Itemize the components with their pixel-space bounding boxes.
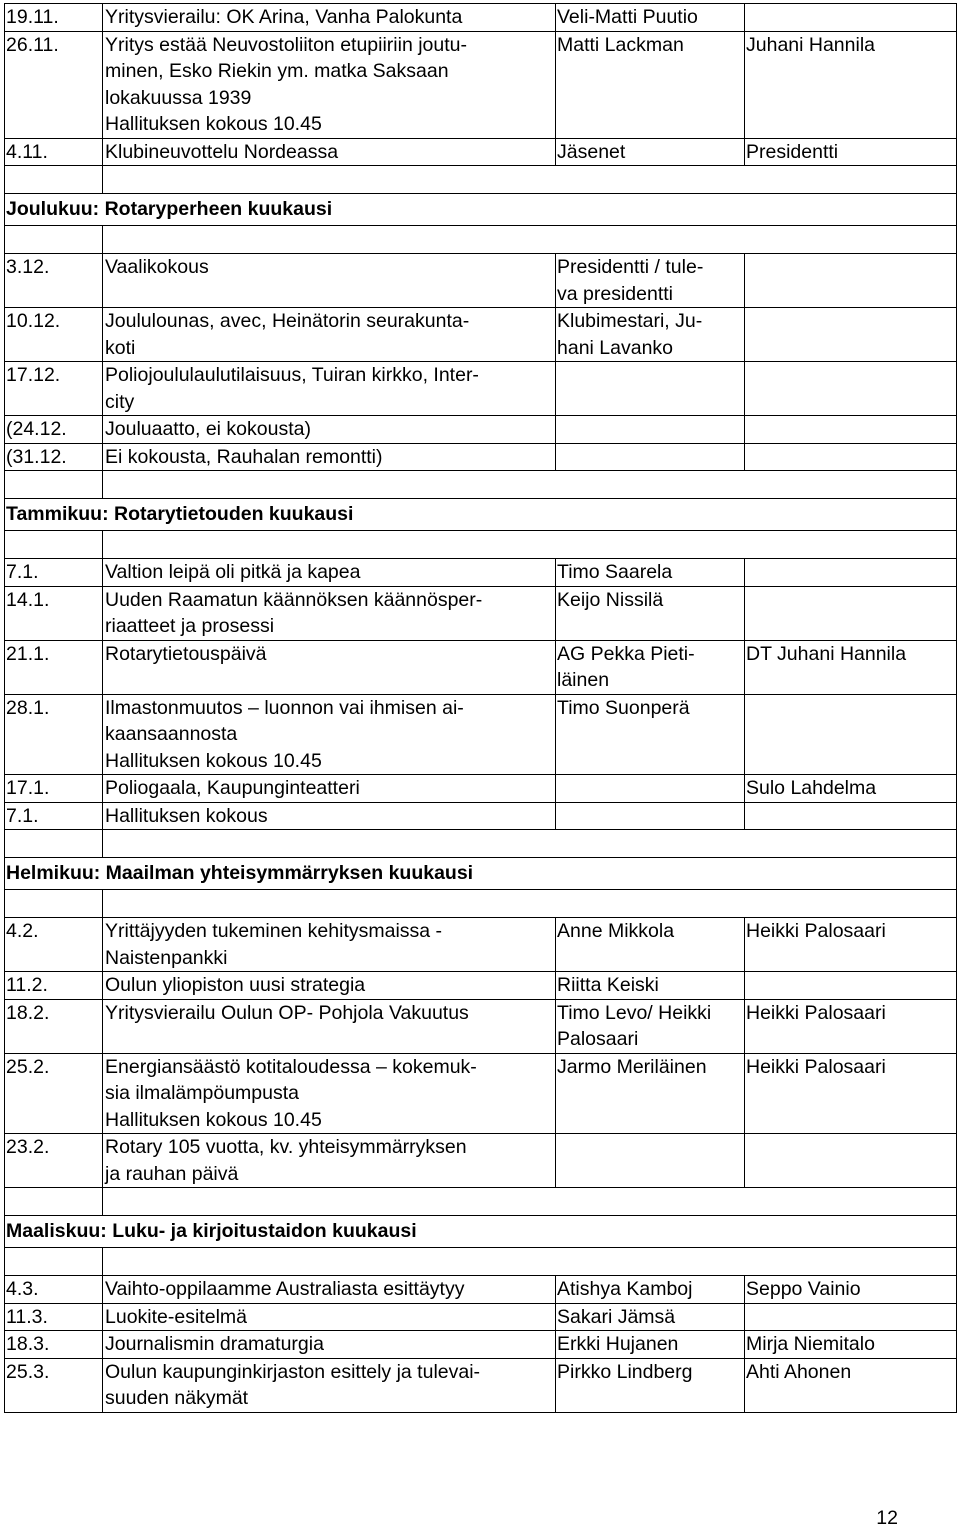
month-heading-row bbox=[5, 194, 957, 226]
spacer-row bbox=[5, 226, 957, 254]
date-cell: 28.1. bbox=[5, 694, 103, 775]
schedule-table bbox=[4, 3, 957, 1413]
table-row bbox=[5, 999, 957, 1053]
speaker-cell: Timo Levo/ Heikki Palosaari bbox=[556, 999, 745, 1053]
topic-cell: Poliojoululaulutilaisuus, Tuiran kirkko, Inter- city bbox=[103, 362, 556, 416]
date-cell: 10.12. bbox=[5, 308, 103, 362]
empty-cell bbox=[103, 830, 957, 858]
host-cell bbox=[745, 972, 957, 1000]
empty-cell bbox=[103, 531, 957, 559]
date-cell: 4.3. bbox=[5, 1276, 103, 1304]
host-cell bbox=[745, 559, 957, 587]
month-heading-text: Helmikuu: Maailman yhteisymmärryksen kuukausi bbox=[6, 862, 474, 884]
speaker-cell: Klubimestari, Ju- hani Lavanko bbox=[556, 308, 745, 362]
host-cell bbox=[745, 694, 957, 775]
table-row bbox=[5, 586, 957, 640]
date-cell: 26.11. bbox=[5, 31, 103, 138]
speaker-cell: AG Pekka Pieti- läinen bbox=[556, 640, 745, 694]
topic-cell: Rotary 105 vuotta, kv. yhteisymmärryksen ja rauhan päivä bbox=[103, 1134, 556, 1188]
host-cell bbox=[745, 586, 957, 640]
spacer-row bbox=[5, 471, 957, 499]
topic-cell: Luokite-esitelmä bbox=[103, 1303, 556, 1331]
empty-cell bbox=[103, 1188, 957, 1216]
speaker-cell: Atishya Kamboj bbox=[556, 1276, 745, 1304]
host-cell bbox=[745, 4, 957, 32]
host-cell: Mirja Niemitalo bbox=[745, 1331, 957, 1359]
table-row bbox=[5, 1303, 957, 1331]
spacer-row bbox=[5, 830, 957, 858]
topic-cell: Rotarytietouspäivä bbox=[103, 640, 556, 694]
date-cell: 21.1. bbox=[5, 640, 103, 694]
topic-cell: Vaihto-oppilaamme Australiasta esittäytyy bbox=[103, 1276, 556, 1304]
topic-cell: Ei kokousta, Rauhalan remontti) bbox=[103, 443, 556, 471]
empty-cell bbox=[5, 1248, 103, 1276]
host-cell bbox=[745, 1303, 957, 1331]
month-heading-text: Tammikuu: Rotarytietouden kuukausi bbox=[6, 503, 354, 525]
topic-cell: Ilmastonmuutos – luonnon vai ihmisen ai- kaansaannosta Hallituksen kokous 10.45 bbox=[103, 694, 556, 775]
date-cell: 19.11. bbox=[5, 4, 103, 32]
speaker-cell: Jäsenet bbox=[556, 138, 745, 166]
topic-cell: Klubineuvottelu Nordeassa bbox=[103, 138, 556, 166]
topic-cell: Yritysvierailu: OK Arina, Vanha Palokunta bbox=[103, 4, 556, 32]
speaker-cell: Pirkko Lindberg bbox=[556, 1358, 745, 1412]
month-heading-row bbox=[5, 858, 957, 890]
topic-cell: Oulun yliopiston uusi strategia bbox=[103, 972, 556, 1000]
host-cell: Juhani Hannila bbox=[745, 31, 957, 138]
speaker-cell bbox=[556, 775, 745, 803]
empty-cell bbox=[5, 1188, 103, 1216]
host-cell bbox=[745, 362, 957, 416]
table-row bbox=[5, 918, 957, 972]
table-row bbox=[5, 308, 957, 362]
speaker-cell: Veli-Matti Puutio bbox=[556, 4, 745, 32]
table-row bbox=[5, 775, 957, 803]
empty-cell bbox=[103, 166, 957, 194]
empty-cell bbox=[103, 1248, 957, 1276]
table-row bbox=[5, 1276, 957, 1304]
date-cell: 23.2. bbox=[5, 1134, 103, 1188]
host-cell: Ahti Ahonen bbox=[745, 1358, 957, 1412]
table-row bbox=[5, 1134, 957, 1188]
table-row bbox=[5, 640, 957, 694]
table-row bbox=[5, 972, 957, 1000]
empty-cell bbox=[103, 890, 957, 918]
month-heading bbox=[5, 1216, 957, 1248]
empty-cell bbox=[5, 890, 103, 918]
table-row bbox=[5, 4, 957, 32]
speaker-cell bbox=[556, 443, 745, 471]
month-heading bbox=[5, 499, 957, 531]
date-cell: 14.1. bbox=[5, 586, 103, 640]
topic-cell: Poliogaala, Kaupunginteatteri bbox=[103, 775, 556, 803]
date-cell: 17.1. bbox=[5, 775, 103, 803]
empty-cell bbox=[5, 226, 103, 254]
speaker-cell: Keijo Nissilä bbox=[556, 586, 745, 640]
topic-cell: Joululounas, avec, Heinätorin seurakunta- koti bbox=[103, 308, 556, 362]
empty-cell bbox=[103, 471, 957, 499]
empty-cell bbox=[5, 471, 103, 499]
speaker-cell: Matti Lackman bbox=[556, 31, 745, 138]
table-row bbox=[5, 254, 957, 308]
date-cell: 7.1. bbox=[5, 802, 103, 830]
speaker-cell: Erkki Hujanen bbox=[556, 1331, 745, 1359]
speaker-cell bbox=[556, 802, 745, 830]
table-row bbox=[5, 694, 957, 775]
empty-cell bbox=[5, 166, 103, 194]
spacer-row bbox=[5, 890, 957, 918]
spacer-row bbox=[5, 1248, 957, 1276]
empty-cell bbox=[103, 226, 957, 254]
speaker-cell bbox=[556, 1134, 745, 1188]
date-cell: 25.2. bbox=[5, 1053, 103, 1134]
host-cell bbox=[745, 254, 957, 308]
table-row bbox=[5, 138, 957, 166]
month-heading-text: Maaliskuu: Luku- ja kirjoitustaidon kuukausi bbox=[6, 1220, 417, 1242]
topic-cell: Journalismin dramaturgia bbox=[103, 1331, 556, 1359]
topic-cell: Valtion leipä oli pitkä ja kapea bbox=[103, 559, 556, 587]
spacer-row bbox=[5, 1188, 957, 1216]
topic-cell: Yritys estää Neuvostoliiton etupiiriin joutu- minen, Esko Riekin ym. matka Saksaan lokakuussa 1939 Hallituksen kokous 10.45 bbox=[103, 31, 556, 138]
table-row bbox=[5, 1331, 957, 1359]
speaker-cell: Sakari Jämsä bbox=[556, 1303, 745, 1331]
host-cell: Heikki Palosaari bbox=[745, 918, 957, 972]
speaker-cell: Timo Suonperä bbox=[556, 694, 745, 775]
speaker-cell: Timo Saarela bbox=[556, 559, 745, 587]
date-cell: 4.2. bbox=[5, 918, 103, 972]
topic-cell: Oulun kaupunginkirjaston esittely ja tulevai- suuden näkymät bbox=[103, 1358, 556, 1412]
speaker-cell: Anne Mikkola bbox=[556, 918, 745, 972]
table-row bbox=[5, 31, 957, 138]
speaker-cell: Riitta Keiski bbox=[556, 972, 745, 1000]
topic-cell: Vaalikokous bbox=[103, 254, 556, 308]
speaker-cell bbox=[556, 362, 745, 416]
spacer-row bbox=[5, 531, 957, 559]
month-heading bbox=[5, 194, 957, 226]
month-heading-text: Joulukuu: Rotaryperheen kuukausi bbox=[6, 198, 333, 220]
host-cell: Sulo Lahdelma bbox=[745, 775, 957, 803]
date-cell: 17.12. bbox=[5, 362, 103, 416]
empty-cell bbox=[5, 531, 103, 559]
table-row bbox=[5, 1053, 957, 1134]
date-cell: 3.12. bbox=[5, 254, 103, 308]
host-cell: Presidentti bbox=[745, 138, 957, 166]
speaker-cell: Jarmo Meriläinen bbox=[556, 1053, 745, 1134]
speaker-cell: Presidentti / tule- va presidentti bbox=[556, 254, 745, 308]
topic-cell: Uuden Raamatun käännöksen käännösper- riaatteet ja prosessi bbox=[103, 586, 556, 640]
date-cell: (31.12. bbox=[5, 443, 103, 471]
month-heading-row bbox=[5, 499, 957, 531]
date-cell: 11.2. bbox=[5, 972, 103, 1000]
host-cell: Heikki Palosaari bbox=[745, 999, 957, 1053]
topic-cell: Energiansäästö kotitaloudessa – kokemuk- sia ilmalämpöumpusta Hallituksen kokous 10.45 bbox=[103, 1053, 556, 1134]
date-cell: 11.3. bbox=[5, 1303, 103, 1331]
date-cell: (24.12. bbox=[5, 416, 103, 444]
month-heading bbox=[5, 858, 957, 890]
table-row bbox=[5, 443, 957, 471]
date-cell: 4.11. bbox=[5, 138, 103, 166]
date-cell: 25.3. bbox=[5, 1358, 103, 1412]
date-cell: 18.3. bbox=[5, 1331, 103, 1359]
empty-cell bbox=[5, 830, 103, 858]
table-row bbox=[5, 362, 957, 416]
month-heading-row bbox=[5, 1216, 957, 1248]
host-cell bbox=[745, 308, 957, 362]
date-cell: 7.1. bbox=[5, 559, 103, 587]
speaker-cell bbox=[556, 416, 745, 444]
topic-cell: Hallituksen kokous bbox=[103, 802, 556, 830]
host-cell: Heikki Palosaari bbox=[745, 1053, 957, 1134]
host-cell: Seppo Vainio bbox=[745, 1276, 957, 1304]
host-cell bbox=[745, 416, 957, 444]
topic-cell: Yritysvierailu Oulun OP- Pohjola Vakuutus bbox=[103, 999, 556, 1053]
host-cell: DT Juhani Hannila bbox=[745, 640, 957, 694]
topic-cell: Yrittäjyyden tukeminen kehitysmaissa - Naistenpankki bbox=[103, 918, 556, 972]
host-cell bbox=[745, 1134, 957, 1188]
table-row bbox=[5, 559, 957, 587]
page-number: 12 bbox=[876, 1507, 898, 1529]
topic-cell: Jouluaatto, ei kokousta) bbox=[103, 416, 556, 444]
host-cell bbox=[745, 802, 957, 830]
date-cell: 18.2. bbox=[5, 999, 103, 1053]
table-row bbox=[5, 802, 957, 830]
host-cell bbox=[745, 443, 957, 471]
spacer-row bbox=[5, 166, 957, 194]
table-row bbox=[5, 416, 957, 444]
table-row bbox=[5, 1358, 957, 1412]
